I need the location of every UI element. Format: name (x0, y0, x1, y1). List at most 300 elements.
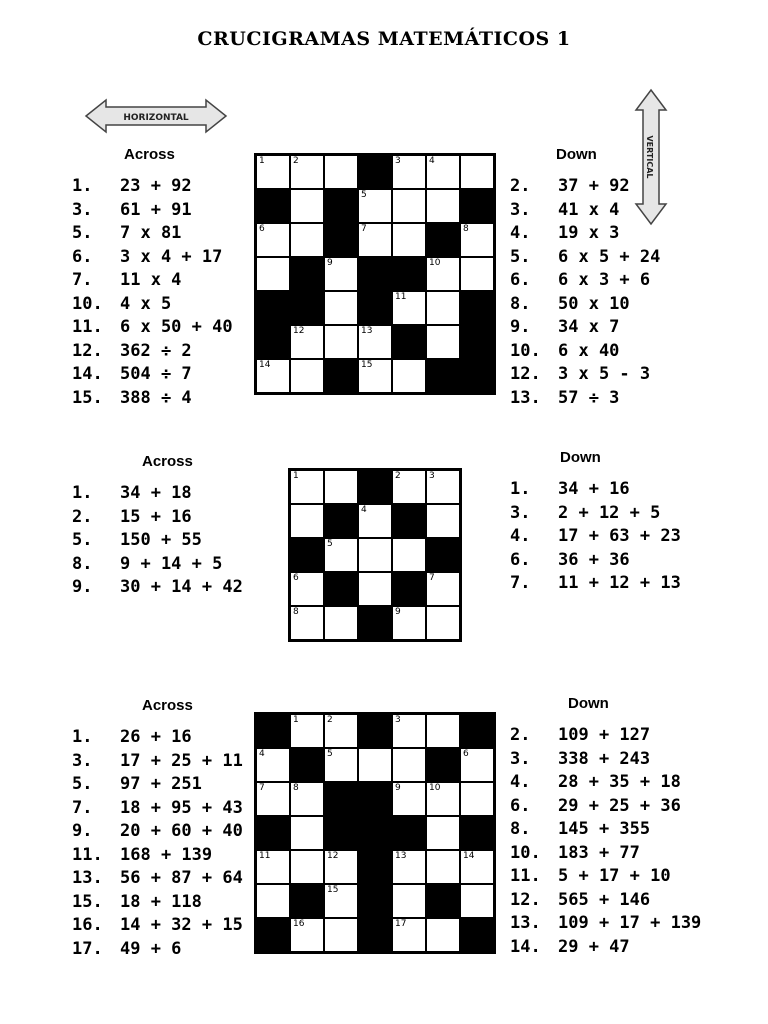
clue-number: 2. (510, 176, 531, 196)
black-cell (358, 884, 392, 918)
clue-number: 7. (510, 573, 531, 593)
clue-number: 15. (72, 891, 103, 912)
clue-expression: 3 x 4 + 17 (120, 246, 223, 267)
cell-number: 15 (327, 885, 339, 895)
black-cell (460, 714, 494, 748)
clue-expression: 4 x 5 (120, 293, 172, 314)
answer-cell[interactable] (290, 359, 324, 393)
clue-number: 6. (510, 549, 531, 570)
clue-number: 15. (72, 387, 103, 408)
answer-cell[interactable] (392, 884, 426, 918)
clue-number: 8. (72, 553, 93, 574)
clue-expression: 15 + 16 (120, 506, 192, 527)
clue-number: 9. (72, 821, 93, 841)
clue-number: 5. (510, 246, 531, 267)
clue-number: 16. (72, 915, 103, 935)
black-cell (426, 884, 460, 918)
black-cell (460, 918, 494, 952)
clue-expression: 6 x 5 + 24 (558, 246, 661, 267)
clue-item (510, 572, 681, 596)
black-cell (426, 223, 460, 257)
cell-number: 4 (259, 749, 265, 759)
cell-number: 1 (259, 156, 265, 166)
answer-cell[interactable] (358, 325, 392, 359)
black-cell (460, 816, 494, 850)
answer-cell[interactable] (290, 155, 324, 189)
clue-item (510, 222, 660, 246)
cell-number: 13 (395, 851, 407, 861)
cell-number: 14 (463, 851, 475, 861)
clue-item (72, 363, 233, 387)
clue-expression: 18 + 118 (120, 891, 202, 912)
black-cell (426, 538, 460, 572)
answer-cell[interactable] (358, 189, 392, 223)
clue-expression: 34 + 16 (558, 479, 630, 499)
clue-item (510, 889, 701, 913)
cell-number: 9 (327, 258, 333, 268)
answer-cell[interactable] (256, 223, 290, 257)
clue-item (72, 576, 243, 600)
clue-number: 3. (510, 502, 531, 523)
answer-cell[interactable] (256, 257, 290, 291)
clue-number: 3. (510, 748, 531, 769)
cell-number: 8 (293, 783, 299, 793)
answer-cell[interactable] (324, 538, 358, 572)
clue-number: 8. (510, 819, 531, 839)
down-heading: Down (560, 449, 601, 466)
answer-cell[interactable] (392, 189, 426, 223)
answer-cell[interactable] (426, 572, 460, 606)
clue-number: 11. (72, 844, 103, 865)
clue-expression: 150 + 55 (120, 530, 202, 550)
answer-cell[interactable] (392, 359, 426, 393)
answer-cell[interactable] (290, 816, 324, 850)
black-cell (358, 782, 392, 816)
answer-cell[interactable] (392, 606, 426, 640)
clue-number: 4. (510, 772, 531, 792)
answer-cell[interactable] (460, 748, 494, 782)
clue-number: 4. (510, 223, 531, 243)
answer-cell[interactable] (460, 257, 494, 291)
black-cell (426, 748, 460, 782)
clue-expression: 61 + 91 (120, 199, 192, 220)
clue-item (510, 340, 660, 364)
black-cell (256, 918, 290, 952)
clue-expression: 17 + 63 + 23 (558, 526, 681, 546)
answer-cell[interactable] (392, 782, 426, 816)
clue-number: 10. (510, 842, 541, 863)
clue-expression: 56 + 87 + 64 (120, 868, 243, 888)
answer-cell[interactable] (426, 504, 460, 538)
clue-item (510, 795, 701, 819)
clue-item (510, 936, 701, 960)
black-cell (392, 504, 426, 538)
across-clues-2 (72, 453, 243, 600)
clue-expression: 388 ÷ 4 (120, 387, 192, 408)
cell-number: 16 (293, 919, 305, 929)
clue-number: 5. (72, 774, 93, 794)
cell-number: 15 (361, 360, 373, 370)
cell-number: 9 (395, 783, 401, 793)
black-cell (324, 189, 358, 223)
clue-number: 6. (510, 270, 531, 290)
answer-cell[interactable] (392, 850, 426, 884)
clue-number: 14. (510, 936, 541, 957)
crossword-grid-3 (254, 712, 496, 954)
answer-cell[interactable] (358, 504, 392, 538)
clue-item (72, 199, 233, 223)
answer-cell[interactable] (324, 291, 358, 325)
clue-expression: 17 + 25 + 11 (120, 750, 243, 771)
cell-number: 5 (361, 190, 367, 200)
answer-cell[interactable] (256, 850, 290, 884)
vertical-arrow-label: VERTICAL (645, 135, 654, 179)
down-list (510, 478, 681, 596)
answer-cell[interactable] (290, 504, 324, 538)
answer-cell[interactable] (290, 714, 324, 748)
answer-cell[interactable] (324, 470, 358, 504)
cell-number: 12 (327, 851, 339, 861)
cell-number: 3 (429, 471, 435, 481)
crossword-grid-2 (288, 468, 462, 642)
answer-cell[interactable] (290, 470, 324, 504)
down-list (510, 175, 660, 410)
clue-number: 1. (72, 727, 93, 747)
black-cell (256, 325, 290, 359)
answer-cell[interactable] (324, 606, 358, 640)
clue-expression: 30 + 14 + 42 (120, 577, 243, 597)
clue-expression: 2 + 12 + 5 (558, 502, 661, 523)
down-clues-2 (510, 449, 681, 596)
cell-number: 11 (395, 292, 407, 302)
answer-cell[interactable] (256, 782, 290, 816)
answer-cell[interactable] (392, 223, 426, 257)
cell-number: 5 (327, 539, 333, 549)
clue-item (72, 891, 243, 915)
clue-item (510, 842, 701, 866)
clue-expression: 14 + 32 + 15 (120, 915, 243, 935)
clue-number: 1. (72, 176, 93, 196)
answer-cell[interactable] (392, 470, 426, 504)
black-cell (358, 850, 392, 884)
clue-item (72, 867, 243, 891)
clue-item (72, 529, 243, 553)
cell-number: 6 (259, 224, 265, 234)
clue-item (72, 750, 243, 774)
answer-cell[interactable] (290, 325, 324, 359)
black-cell (290, 748, 324, 782)
answer-cell[interactable] (426, 470, 460, 504)
crossword-grid-1 (254, 153, 496, 395)
cell-number: 7 (361, 224, 367, 234)
clue-expression: 57 ÷ 3 (558, 387, 620, 408)
black-cell (460, 359, 494, 393)
black-cell (358, 155, 392, 189)
clue-expression: 18 + 95 + 43 (120, 797, 243, 818)
cell-number: 6 (293, 573, 299, 583)
clue-item (510, 502, 681, 526)
answer-cell[interactable] (290, 606, 324, 640)
answer-cell[interactable] (426, 918, 460, 952)
clue-number: 9. (510, 317, 531, 337)
answer-cell[interactable] (290, 189, 324, 223)
black-cell (392, 325, 426, 359)
clue-item (510, 865, 701, 889)
clue-expression: 36 + 36 (558, 549, 630, 570)
across-heading: Across (124, 146, 175, 163)
clue-expression: 23 + 92 (120, 176, 192, 196)
cell-number: 9 (395, 607, 401, 617)
down-clues-1 (510, 146, 660, 410)
black-cell (358, 470, 392, 504)
answer-cell[interactable] (358, 538, 392, 572)
clue-item (510, 818, 701, 842)
black-cell (358, 291, 392, 325)
clue-number: 3. (72, 199, 93, 220)
clue-item (72, 820, 243, 844)
clue-item (510, 748, 701, 772)
clue-item (72, 269, 233, 293)
clue-number: 5. (72, 530, 93, 550)
horizontal-arrow-icon (84, 98, 228, 134)
clue-expression: 6 x 50 + 40 (120, 317, 233, 337)
clue-item (72, 914, 243, 938)
clue-number: 2. (72, 506, 93, 527)
clue-number: 9. (72, 577, 93, 597)
black-cell (392, 257, 426, 291)
clue-number: 3. (72, 750, 93, 771)
black-cell (358, 816, 392, 850)
answer-cell[interactable] (460, 155, 494, 189)
black-cell (324, 223, 358, 257)
clue-expression: 34 x 7 (558, 317, 620, 337)
cell-number: 4 (361, 505, 367, 515)
cell-number: 2 (327, 715, 333, 725)
answer-cell[interactable] (392, 155, 426, 189)
clue-item (510, 912, 701, 936)
answer-cell[interactable] (426, 816, 460, 850)
answer-cell[interactable] (426, 714, 460, 748)
clue-expression: 9 + 14 + 5 (120, 553, 223, 574)
clue-item (72, 246, 233, 270)
black-cell (392, 816, 426, 850)
black-cell (358, 257, 392, 291)
answer-cell[interactable] (290, 850, 324, 884)
clue-item (72, 797, 243, 821)
across-list (72, 175, 233, 410)
clue-number: 13. (510, 913, 541, 933)
clue-expression: 29 + 47 (558, 936, 630, 957)
black-cell (256, 816, 290, 850)
answer-cell[interactable] (392, 918, 426, 952)
cell-number: 2 (395, 471, 401, 481)
clue-item (72, 387, 233, 411)
clue-expression: 504 ÷ 7 (120, 364, 192, 384)
clue-item (510, 525, 681, 549)
answer-cell[interactable] (460, 223, 494, 257)
black-cell (324, 504, 358, 538)
clue-item (72, 506, 243, 530)
cell-number: 1 (293, 471, 299, 481)
clue-item (72, 340, 233, 364)
clue-expression: 338 + 243 (558, 748, 651, 769)
black-cell (324, 572, 358, 606)
clue-item (72, 773, 243, 797)
answer-cell[interactable] (324, 918, 358, 952)
cell-number: 10 (429, 258, 441, 268)
answer-cell[interactable] (358, 572, 392, 606)
across-heading: Across (142, 697, 193, 714)
black-cell (324, 816, 358, 850)
answer-cell[interactable] (324, 884, 358, 918)
answer-cell[interactable] (290, 782, 324, 816)
clue-expression: 6 x 3 + 6 (558, 270, 651, 290)
clue-item (72, 726, 243, 750)
answer-cell[interactable] (256, 359, 290, 393)
clue-item (510, 478, 681, 502)
clue-item (510, 724, 701, 748)
answer-cell[interactable] (256, 748, 290, 782)
page-title: CRUCIGRAMAS MATEMÁTICOS 1 (197, 28, 571, 50)
answer-cell[interactable] (426, 782, 460, 816)
answer-cell[interactable] (392, 748, 426, 782)
clue-item (510, 549, 681, 573)
clue-number: 12. (510, 889, 541, 910)
cell-number: 13 (361, 326, 373, 336)
answer-cell[interactable] (324, 257, 358, 291)
clue-number: 14. (72, 364, 103, 384)
black-cell (358, 918, 392, 952)
clue-item (510, 316, 660, 340)
clue-number: 1. (72, 483, 93, 503)
clue-expression: 37 + 92 (558, 176, 630, 196)
clue-expression: 28 + 35 + 18 (558, 772, 681, 792)
clue-number: 12. (510, 364, 541, 384)
clue-number: 6. (510, 795, 531, 816)
clue-expression: 109 + 127 (558, 725, 651, 745)
clue-number: 17. (72, 938, 103, 959)
cell-number: 11 (259, 851, 271, 861)
clue-number: 7. (72, 797, 93, 818)
clue-expression: 19 x 3 (558, 223, 620, 243)
clue-expression: 34 + 18 (120, 483, 192, 503)
clue-item (510, 269, 660, 293)
clue-number: 13. (510, 387, 541, 408)
clue-number: 3. (510, 199, 531, 220)
answer-cell[interactable] (392, 291, 426, 325)
answer-cell[interactable] (324, 325, 358, 359)
clue-number: 5. (72, 223, 93, 243)
answer-cell[interactable] (460, 782, 494, 816)
clue-expression: 26 + 16 (120, 727, 192, 747)
down-heading: Down (556, 146, 597, 163)
black-cell (392, 572, 426, 606)
clue-expression: 3 x 5 - 3 (558, 364, 651, 384)
answer-cell[interactable] (324, 714, 358, 748)
clue-expression: 565 + 146 (558, 889, 651, 910)
answer-cell[interactable] (392, 714, 426, 748)
clue-expression: 20 + 60 + 40 (120, 821, 243, 841)
cell-number: 8 (463, 224, 469, 234)
black-cell (256, 714, 290, 748)
clue-expression: 50 x 10 (558, 293, 630, 314)
answer-cell[interactable] (290, 223, 324, 257)
cell-number: 7 (429, 573, 435, 583)
answer-cell[interactable] (290, 918, 324, 952)
clue-item (510, 199, 660, 223)
cell-number: 1 (293, 715, 299, 725)
clue-item (72, 553, 243, 577)
clue-number: 1. (510, 479, 531, 499)
answer-cell[interactable] (392, 538, 426, 572)
answer-cell[interactable] (426, 189, 460, 223)
answer-cell[interactable] (426, 155, 460, 189)
clue-item (72, 938, 243, 962)
clue-item (72, 482, 243, 506)
clue-number: 10. (510, 340, 541, 361)
black-cell (358, 606, 392, 640)
answer-cell[interactable] (290, 572, 324, 606)
answer-cell[interactable] (358, 748, 392, 782)
black-cell (324, 359, 358, 393)
answer-cell[interactable] (426, 291, 460, 325)
clue-expression: 168 + 139 (120, 844, 213, 865)
answer-cell[interactable] (460, 884, 494, 918)
black-cell (426, 359, 460, 393)
answer-cell[interactable] (358, 223, 392, 257)
clue-number: 11. (72, 317, 103, 337)
answer-cell[interactable] (460, 850, 494, 884)
black-cell (256, 291, 290, 325)
cell-number: 14 (259, 360, 271, 370)
cell-number: 4 (429, 156, 435, 166)
clue-expression: 11 + 12 + 13 (558, 573, 681, 593)
answer-cell[interactable] (426, 606, 460, 640)
clue-number: 12. (72, 340, 103, 361)
cell-number: 17 (395, 919, 407, 929)
clue-expression: 29 + 25 + 36 (558, 795, 681, 816)
answer-cell[interactable] (426, 850, 460, 884)
clue-expression: 183 + 77 (558, 842, 640, 863)
answer-cell[interactable] (324, 850, 358, 884)
answer-cell[interactable] (324, 155, 358, 189)
clue-item (510, 771, 701, 795)
answer-cell[interactable] (426, 257, 460, 291)
down-list (510, 724, 701, 959)
cell-number: 8 (293, 607, 299, 617)
cell-number: 6 (463, 749, 469, 759)
answer-cell[interactable] (256, 884, 290, 918)
down-clues-3 (510, 695, 701, 959)
cell-number: 10 (429, 783, 441, 793)
answer-cell[interactable] (324, 748, 358, 782)
black-cell (460, 189, 494, 223)
clue-expression: 49 + 6 (120, 938, 182, 959)
clue-item (510, 387, 660, 411)
answer-cell[interactable] (358, 359, 392, 393)
clue-item (72, 293, 233, 317)
black-cell (324, 782, 358, 816)
cell-number: 12 (293, 326, 305, 336)
answer-cell[interactable] (426, 325, 460, 359)
clue-expression: 362 ÷ 2 (120, 340, 192, 361)
clue-item (510, 363, 660, 387)
clue-expression: 97 + 251 (120, 774, 202, 794)
clue-item (510, 175, 660, 199)
black-cell (290, 884, 324, 918)
across-clues-1 (72, 146, 233, 410)
answer-cell[interactable] (256, 155, 290, 189)
